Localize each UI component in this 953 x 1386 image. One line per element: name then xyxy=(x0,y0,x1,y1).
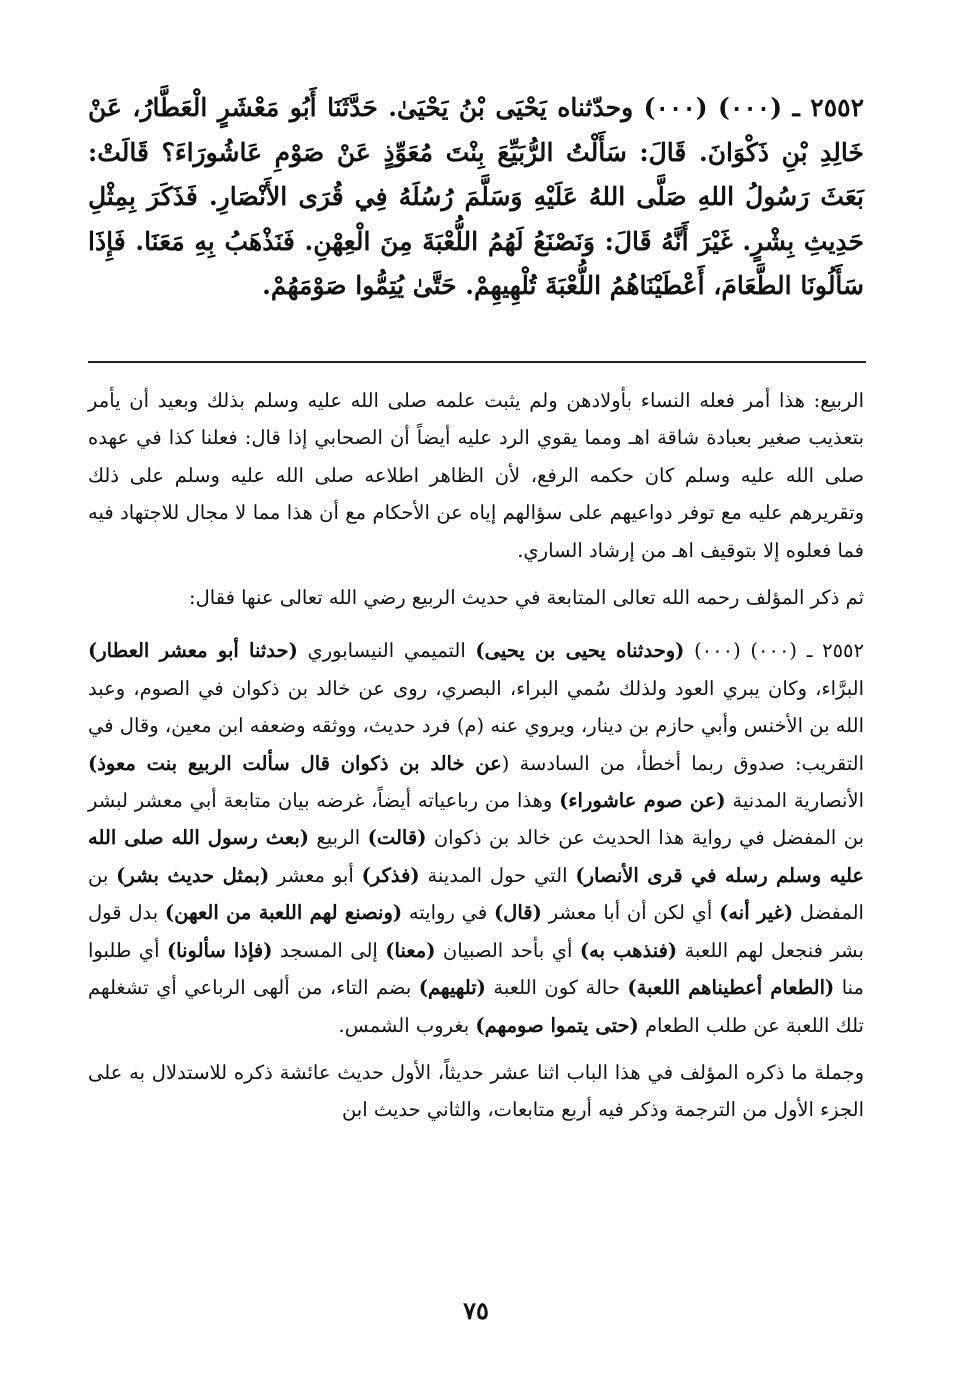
commentary-text: إلى المسجد xyxy=(279,938,378,962)
commentary-text: بضم التاء، من ألهى الرباعي أي تشغلهم تلك اللعبة عن طلب الطعام xyxy=(88,976,864,1037)
commentary-paragraph-4: وجملة ما ذكره المؤلف في هذا الباب اثنا عشر حديثاً، الأول حديث عائشة ذكره للاستدلال به على الجزء الأول من الترجمة وذكر فيه أربع متابعات، والثاني حديث ابن xyxy=(88,1060,864,1122)
bold-quote: (فإذا سألونا) xyxy=(166,938,273,962)
bold-quote: (غير أنه) xyxy=(719,901,794,925)
bold-quote: (فذكر) xyxy=(361,863,420,887)
bold-quote: (معنا) xyxy=(385,938,436,962)
commentary xyxy=(88,382,864,1129)
commentary-paragraph-2: ثم ذكر المؤلف رحمه الله تعالى المتابعة في حديث الربيع رضي الله تعالى عنها فقال: xyxy=(189,586,864,610)
commentary-text: وهذا من رباعياته أيضاً، غرضه بيان متابعة أبي معشر لبشر بن المفضل في رواية هذا الحديث عن خالد بن ذكوان xyxy=(88,789,864,850)
hadith-paragraph: ٢٥٥٢ ـ (٠٠٠) (٠٠٠) وحدّثناه يَحْيَى بْنُ يَحْيَىٰ. حَدَّثَنَا أَبُو مَعْشَرٍ الْعَطَّارُ، عَنْ خَالِدِ بْنِ ذَكْوَانَ. قَالَ: سَأَلْتُ الرُّبَيِّعَ بِنْتَ مُعَوِّذٍ عَنْ صَوْمِ عَاشُورَاءَ؟ قَالَتْ: بَعَثَ رَسُولُ اللهِ صَلَّى اللهُ عَلَيْهِ وَسَلَّمَ رُسُلَهُ فِي قُرَى الأَنْصَارِ. فَذَكَرَ بِمِثْلِ حَدِيثِ بِشْرٍ. غَيْرَ أَنَّهُ قَالَ: وَنَصْنَعُ لَهُمُ اللُّعْبَةَ مِنَ الْعِهْنِ. فَنَذْهَبُ بِهِ مَعَنَا. فَإِذَا سَأَلُونَا الطَّعَامَ، أَعْطَيْنَاهُمُ اللُّعْبَةَ تُلْهِيهِمْ. حَتَّىٰ يُتِمُّوا صَوْمَهُمْ. xyxy=(88,93,865,300)
commentary-text: التي حول المدينة xyxy=(427,863,568,887)
commentary-text: أي طلبوا منا xyxy=(88,938,864,1000)
commentary-paragraph-1: الربيع: هذا أمر فعله النساء بأولادهن ولم يثبت علمه صلى الله عليه وسلم بذلك وبعيد أن يأمر بتعذيب صغير بعبادة شاقة اهـ ومما يقوي الرد عليه أيضاً أن الصحابي إذا قال: فعلنا كذا في عهده صلى الله عليه وسلم كان حكمه الرفع، لأن الظاهر اطلاعه صلى الله عليه وسلم على ذلك وتقريرهم عليه مع توفر دواعيهم على سؤالهم إياه عن الأحكام مع أن هذا مما لا مجال للاجتهاد فيه فما فعلوه إلا بتوقيف اهـ من إرشاد الساري. xyxy=(88,389,864,562)
bold-quote: (وحدثناه يحيى بن يحيى) xyxy=(475,639,685,663)
commentary-text: التميمي النيسابوري xyxy=(307,639,466,663)
commentary-text: حالة كون اللعبة xyxy=(493,976,620,1000)
commentary-text: أي بأحد الصبيان xyxy=(442,938,573,962)
bold-quote: (الطعام أعطيناهم اللعبة) xyxy=(627,976,835,1000)
bold-quote: عن خالد بن ذكوان قال سألت الربيع بنت معوذ) xyxy=(88,751,502,775)
commentary-paragraph-3 xyxy=(88,632,864,1043)
bold-quote: (عن صوم عاشوراء) xyxy=(559,789,726,813)
bold-quote: (بعث رسول الله صلى الله عليه وسلم رسله في قرى الأنصار) xyxy=(88,826,865,887)
hadith-text xyxy=(88,86,864,309)
hadith-number: ٢٥٥٢ ـ (٠٠٠) (٠٠٠) xyxy=(694,639,864,663)
commentary-text: بدل قول بشر فنجعل لهم اللعبة xyxy=(88,901,864,962)
bold-quote: (ونصنع لهم اللعبة من العهن) xyxy=(164,901,403,925)
commentary-text: بغروب الشمس. xyxy=(338,1013,470,1037)
commentary-text: بن المفضل xyxy=(88,863,864,925)
bold-quote: (تلهيهم) xyxy=(418,976,486,1000)
commentary-text: أبو معشر xyxy=(277,863,354,887)
commentary-text: في روايته xyxy=(408,901,488,925)
footnote-divider xyxy=(88,361,866,363)
bold-quote: (حتى يتموا صومهم) xyxy=(475,1013,639,1037)
bold-quote: (قال) xyxy=(493,901,542,925)
bold-quote: (حدثنا أبو معشر العطار) xyxy=(88,639,298,663)
bold-quote: (قالت) xyxy=(367,826,427,850)
bold-quote: (فنذهب به) xyxy=(579,938,678,962)
page-number: ٧٥ xyxy=(463,1296,489,1325)
commentary-text: البرَّاء، وكان يبري العود ولذلك سُمي البراء، البصري، روى عن خالد بن ذكوان في الصوم، وعبد الله بن الأخنس وأبي حازم بن دينار، ويروي عنه (م) فرد حديث، ووثقه وضعفه ابن معين، وقال في التقريب: صدوق ربما أخطأ، من السادسة ( xyxy=(88,676,864,775)
bold-quote: (بمثل حديث بشر) xyxy=(116,863,270,887)
commentary-text: الأنصارية المدنية xyxy=(732,789,864,813)
commentary-text: الربيع xyxy=(316,826,361,850)
commentary-text: أي لكن أن أبا معشر xyxy=(548,901,713,925)
